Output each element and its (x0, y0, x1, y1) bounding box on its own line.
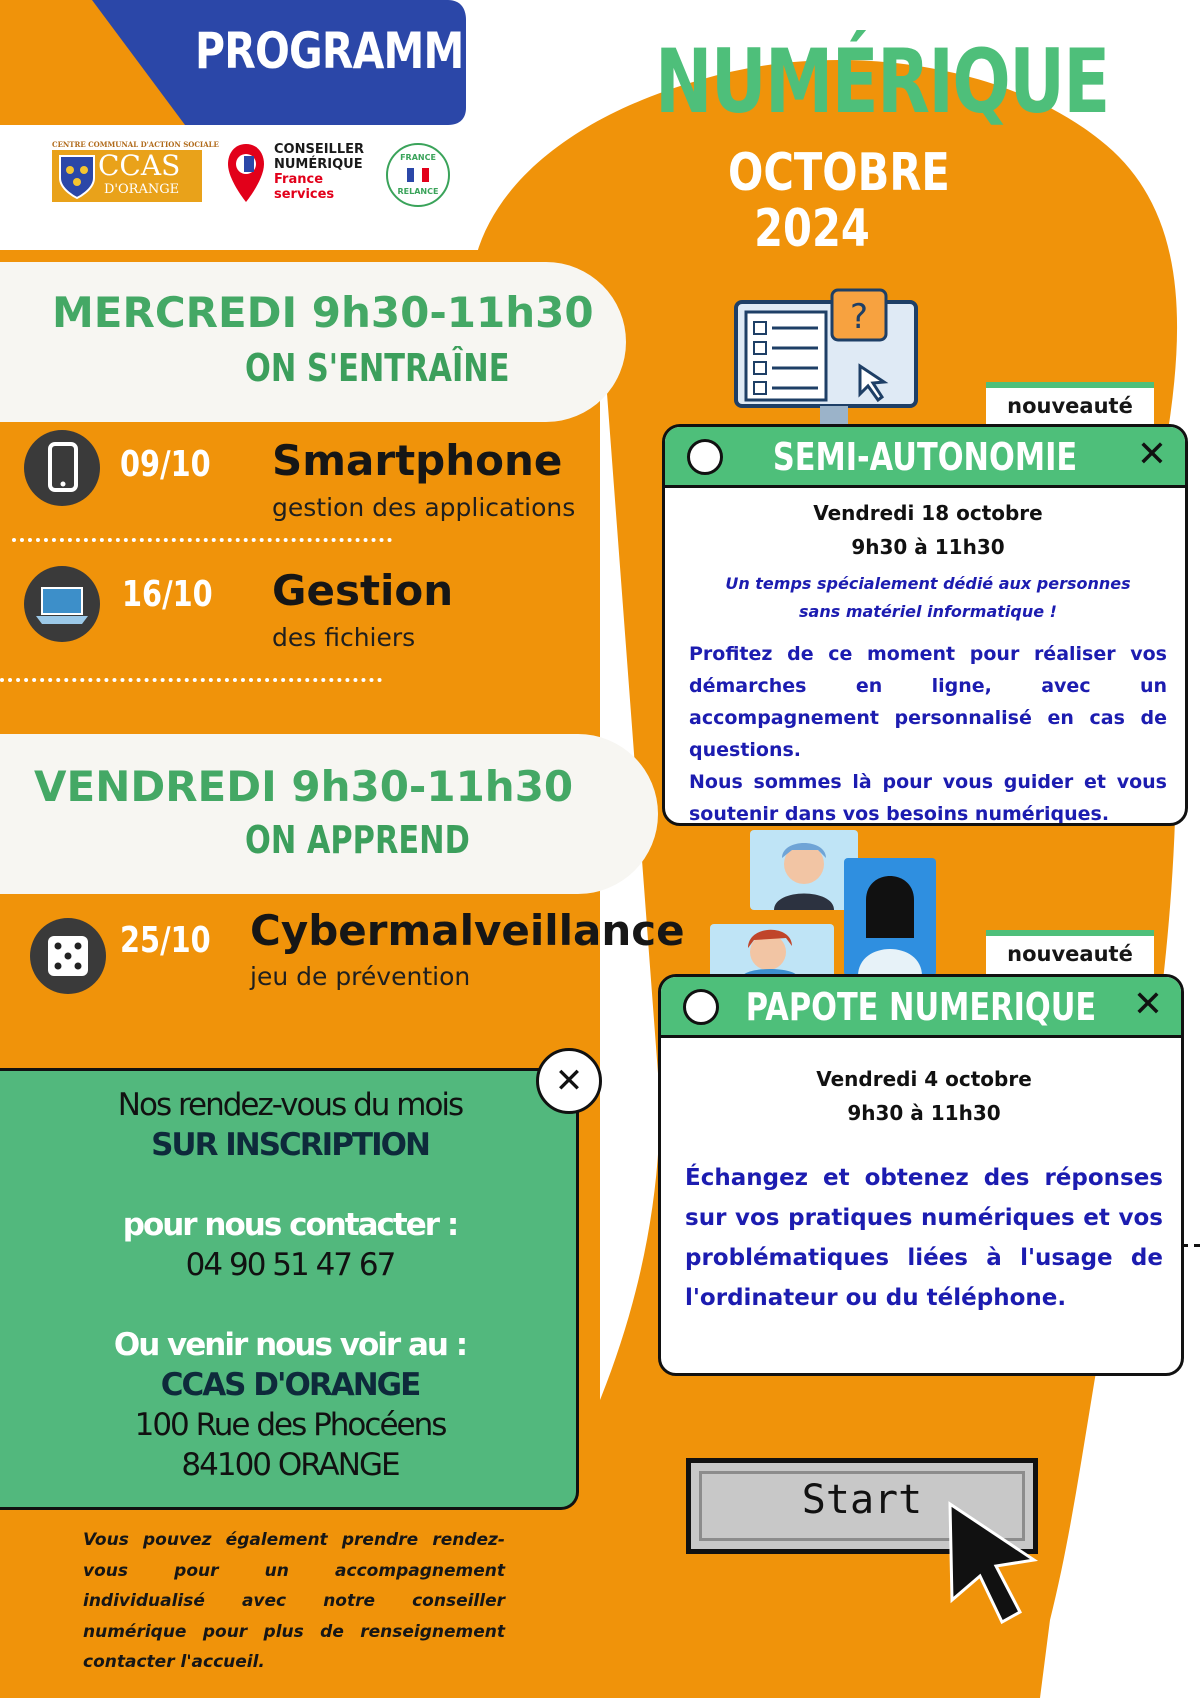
divider (0, 678, 382, 682)
session-topic: Smartphone (272, 436, 563, 485)
event-date: Vendredi 4 octobre (816, 1067, 1032, 1091)
contact-text: Nos rendez-vous du mois SUR INSCRIPTION pour nous contacter : 04 90 51 47 67 Ou venir nous voir au : CCAS D'ORANGE 100 Rue des Phocéens 84100 ORANGE (113, 1087, 467, 1483)
dice-icon (30, 918, 106, 994)
ccas-logo-subtext: D'ORANGE (104, 182, 180, 197)
divider (12, 538, 392, 542)
connector-line (1182, 1244, 1200, 1247)
month-year-title: OCTOBRE 2024 (728, 143, 950, 259)
svg-text:?: ? (849, 297, 869, 337)
session-date: 16/10 (122, 574, 213, 615)
event-date: Vendredi 18 octobre (813, 501, 1043, 525)
start-button[interactable]: Start (686, 1458, 1038, 1554)
papote-numerique-window (658, 974, 1184, 1376)
event-description: Échangez et obtenez des réponses sur vos pratiques numériques et vos problématiques liées à l'usage de l'ordinateur ou du téléphone. (685, 1165, 1163, 1311)
event-time: 9h30 à 11h30 (847, 1101, 1001, 1125)
new-badge: nouveauté (986, 382, 1154, 428)
quiz-board-illustration (732, 288, 920, 428)
event-time: 9h30 à 11h30 (851, 535, 1005, 559)
ccas-logo-caption: CENTRE COMMUNAL D'ACTION SOCIALE (52, 140, 219, 149)
close-icon[interactable]: ✕ (1132, 984, 1163, 1025)
coat-of-arms-icon (56, 152, 98, 200)
conseiller-numerique-logo-text: CONSEILLER NUMÉRIQUE France services (274, 142, 365, 202)
session-date: 09/10 (120, 444, 211, 485)
contact-box (0, 1068, 579, 1510)
footnote: Vous pouvez également prendre rendez-vous pour un accompagnement individualisé avec notre conseiller numérique pour plus de renseignement contacter l'accueil. (83, 1530, 505, 1672)
ccas-logo-text: CCAS (98, 149, 181, 182)
window-titlebar (661, 977, 1181, 1038)
session-topic: Gestion (272, 566, 454, 615)
friday-header (0, 734, 658, 894)
session-topic: Cybermalveillance (250, 906, 685, 955)
window-titlebar (665, 427, 1185, 488)
laptop-icon (24, 566, 100, 642)
conseiller-numerique-logo-icon (226, 142, 266, 204)
new-badge: nouveauté (986, 930, 1154, 976)
friday-title: VENDREDI 9h30-11h30 (34, 762, 574, 811)
session-detail: jeu de prévention (250, 962, 471, 991)
event-note: Un temps spécialement dédié aux personnes sans matériel informatique ! (725, 574, 1131, 621)
smartphone-icon (24, 430, 100, 506)
video-call-illustration (708, 828, 948, 978)
semi-autonomie-window (662, 424, 1188, 826)
event-description: Profitez de ce moment pour réaliser vos démarches en ligne, avec un accompagnement personnalisé en cas de questions. (689, 643, 1167, 761)
session-detail: gestion des applications (272, 493, 576, 522)
session-date: 25/10 (120, 920, 211, 961)
close-icon[interactable]: ✕ (536, 1048, 602, 1114)
programme-banner-title: PROGRAMME (195, 22, 491, 80)
session-detail: des fichiers (272, 623, 416, 652)
close-icon[interactable]: ✕ (1136, 434, 1167, 475)
france-relance-logo: FRANCE RELANCE (386, 143, 450, 207)
window-title: PAPOTE NUMERIQUE (745, 985, 1097, 1029)
cursor-icon (944, 1500, 1044, 1630)
french-flag-icon (407, 168, 429, 182)
wednesday-header (0, 262, 626, 422)
wednesday-title: MERCREDI 9h30-11h30 (52, 288, 594, 337)
friday-subtitle: ON APPREND (245, 818, 470, 862)
page-title: NUMÉRIQUE (655, 30, 1109, 133)
event-description-2: Nous sommes là pour vous guider et vous soutenir dans vos besoins numériques. (689, 771, 1167, 825)
window-title: SEMI-AUTONOMIE (772, 435, 1078, 479)
wednesday-subtitle: ON S'ENTRAÎNE (245, 346, 510, 390)
